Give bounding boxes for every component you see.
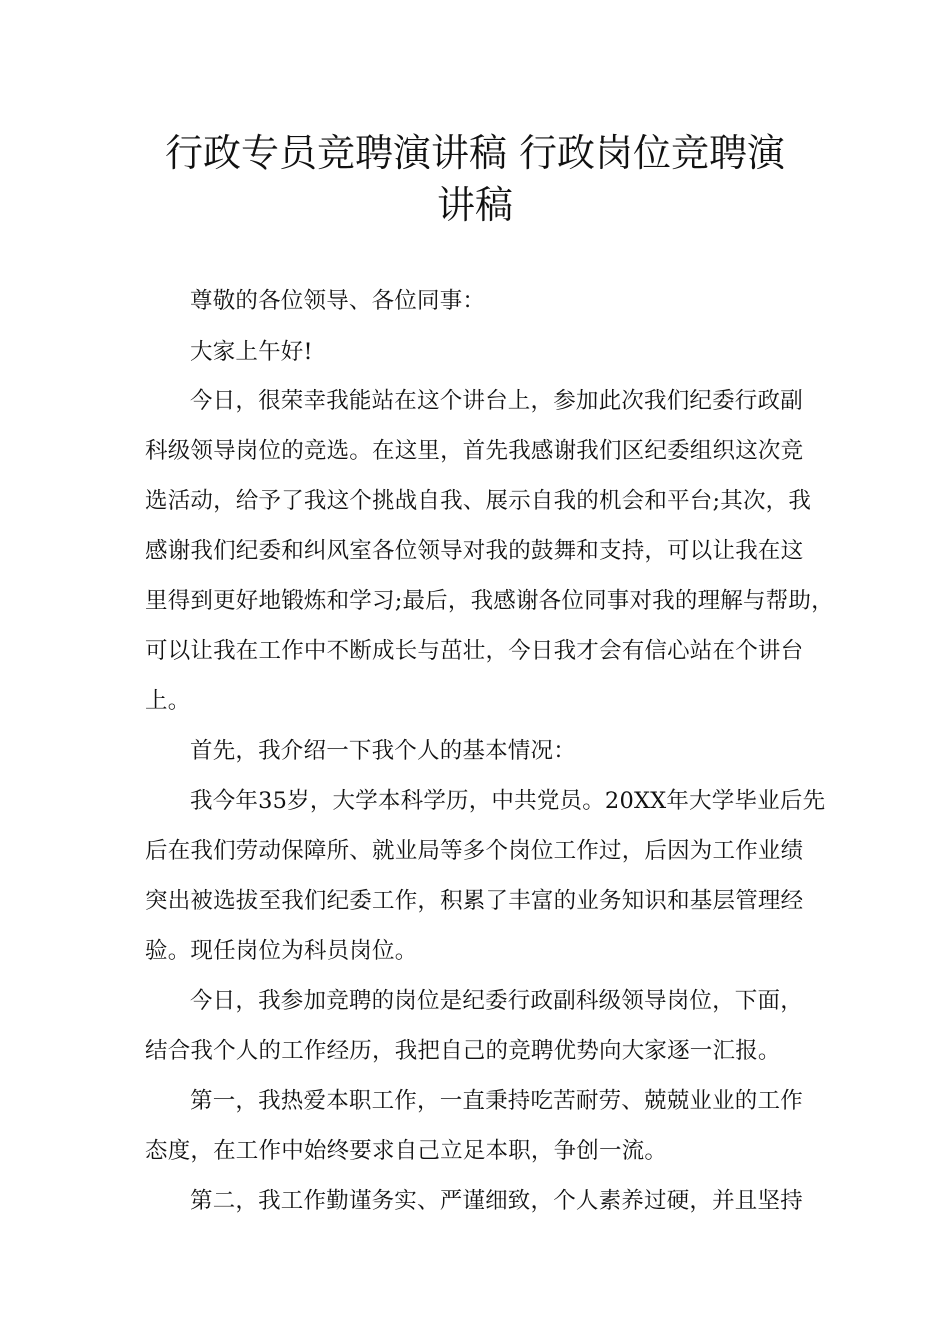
greeting: 大家上午好! bbox=[190, 339, 313, 365]
document-title-line-2: 讲稿 bbox=[436, 183, 513, 227]
body-line: 后在我们劳动保障所、就业局等多个岗位工作过，后因为工作业绩 bbox=[145, 838, 804, 864]
salutation: 尊敬的各位领导、各位同事： bbox=[190, 288, 486, 314]
document-title-line-1: 行政专员竞聘演讲稿 行政岗位竞聘演 bbox=[164, 131, 786, 175]
body-line: 今日，我参加竞聘的岗位是纪委行政副科级领导岗位，下面， bbox=[190, 988, 803, 1014]
body-line: 可以让我在工作中不断成长与茁壮，今日我才会有信心站在个讲台 bbox=[145, 638, 804, 664]
body-line: 态度，在工作中始终要求自己立足本职，争创一流。 bbox=[145, 1138, 668, 1164]
body-line: 突出被选拔至我们纪委工作，积累了丰富的业务知识和基层管理经 bbox=[145, 888, 804, 914]
body-line: 第一，我热爱本职工作，一直秉持吃苦耐劳、兢兢业业的工作 bbox=[190, 1088, 803, 1114]
body-line: 上。 bbox=[145, 688, 191, 714]
body-line: 里得到更好地锻炼和学习;最后，我感谢各位同事对我的理解与帮助， bbox=[145, 588, 834, 614]
body-line: 选活动，给予了我这个挑战自我、展示自我的机会和平台;其次，我 bbox=[145, 488, 812, 514]
body-line: 验。现任岗位为科员岗位。 bbox=[145, 938, 418, 964]
body-line: 首先，我介绍一下我个人的基本情况： bbox=[190, 738, 576, 764]
body-line: 今日，很荣幸我能站在这个讲台上，参加此次我们纪委行政副 bbox=[190, 388, 803, 414]
body-line: 感谢我们纪委和纠风室各位领导对我的鼓舞和支持，可以让我在这 bbox=[145, 538, 804, 564]
body-line: 结合我个人的工作经历，我把自己的竞聘优势向大家逐一汇报。 bbox=[145, 1038, 781, 1064]
body-line: 第二，我工作勤谨务实、严谨细致，个人素养过硬，并且坚持 bbox=[190, 1188, 803, 1214]
body-line: 我今年35岁，大学本科学历，中共党员。20XX年大学毕业后先 bbox=[190, 788, 826, 814]
body-line: 科级领导岗位的竞选。在这里，首先我感谢我们区纪委组织这次竞 bbox=[145, 438, 804, 464]
